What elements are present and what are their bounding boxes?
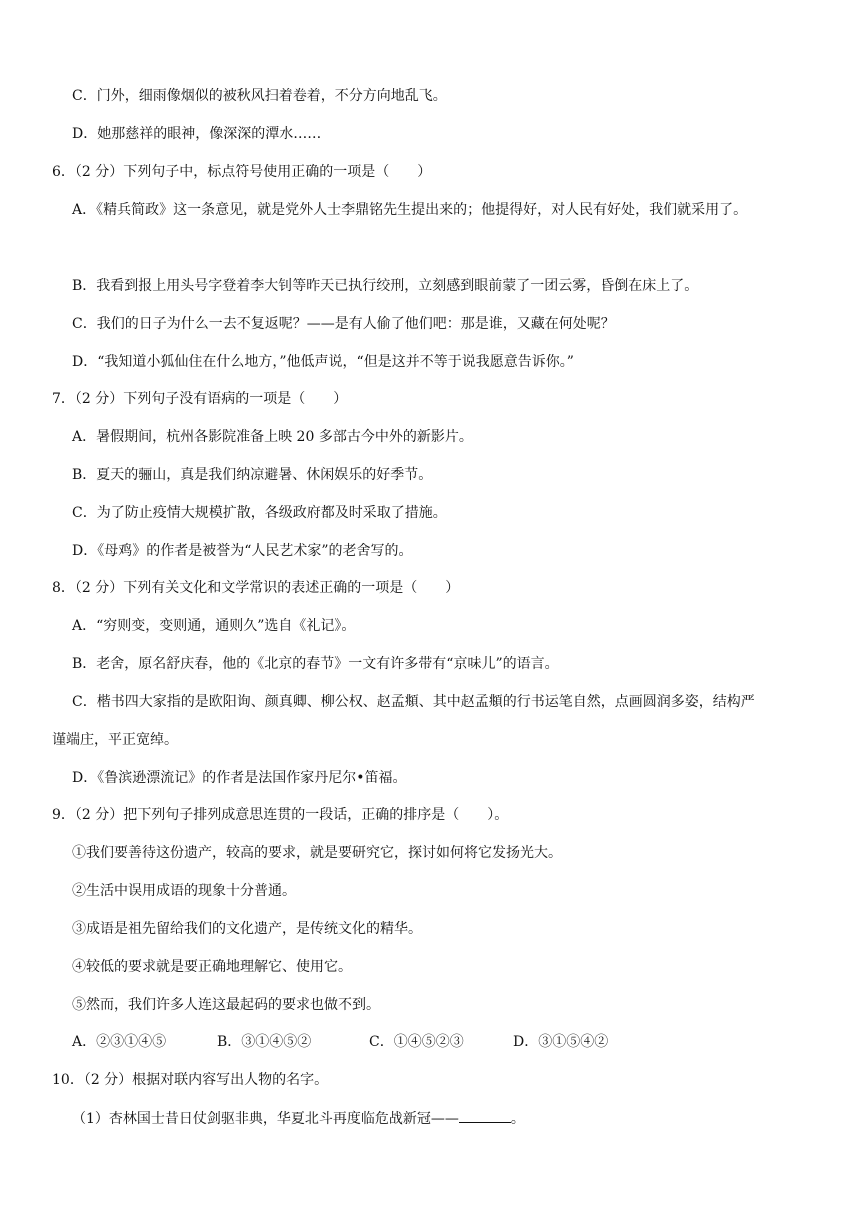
question-6-stem: 6．（2 分）下列句子中，标点符号使用正确的一项是（ ） bbox=[52, 164, 432, 180]
q9-sentence-2: ②生活中误用成语的现象十分普通。 bbox=[72, 883, 296, 899]
q8-option-c-line2: 谨端庄，平正宽绰。 bbox=[52, 732, 178, 748]
q6-option-b: B．我看到报上用头号字登着李大钊等昨天已执行绞刑，立刻感到眼前蒙了一团云雾，昏倒在床上了。 bbox=[72, 278, 699, 294]
q9-option-b: B．③①④⑤② bbox=[217, 1034, 312, 1050]
question-7-stem: 7．（2 分）下列句子没有语病的一项是（ ） bbox=[52, 391, 348, 407]
q9-sentence-4: ④较低的要求就是要正确地理解它、使用它。 bbox=[72, 959, 352, 975]
q7-option-d: D．《母鸡》的作者是被誉为“人民艺术家”的老舍写的。 bbox=[72, 543, 413, 559]
q7-option-b: B．夏天的骊山，真是我们纳凉避暑、休闲娱乐的好季节。 bbox=[72, 467, 433, 483]
q9-sentence-3: ③成语是祖先留给我们的文化遗产，是传统文化的精华。 bbox=[72, 921, 422, 937]
q5-option-c: C．门外，细雨像烟似的被秋风扫着卷着，不分方向地乱飞。 bbox=[72, 88, 447, 104]
q10-item-1-text: （1）杏林国士昔日仗剑驱非典，华夏北斗再度临危战新冠—— bbox=[72, 1111, 459, 1127]
question-10-stem: 10．（2 分）根据对联内容写出人物的名字。 bbox=[52, 1072, 329, 1088]
q8-option-d: D．《鲁滨逊漂流记》的作者是法国作家丹尼尔•笛福。 bbox=[72, 770, 407, 786]
answer-blank[interactable] bbox=[459, 1108, 511, 1123]
q9-option-a: A．②③①④⑤ bbox=[72, 1034, 167, 1050]
q9-sentence-1: ①我们要善待这份遗产，较高的要求，就是要研究它，探讨如何将它发扬光大。 bbox=[72, 845, 562, 861]
q10-item-1-end: 。 bbox=[510, 1111, 525, 1127]
q9-option-d: D．③①⑤④② bbox=[513, 1034, 609, 1050]
q9-option-c: C．①④⑤②③ bbox=[369, 1034, 464, 1050]
q7-option-a: A．暑假期间，杭州各影院准备上映 20 多部古今中外的新影片。 bbox=[72, 429, 473, 445]
q8-option-a: A．“穷则变，变则通，通则久”选自《礼记》。 bbox=[72, 618, 356, 634]
q10-item-1 bbox=[72, 1108, 525, 1129]
question-9-stem: 9．（2 分）把下列句子排列成意思连贯的一段话，正确的排序是（ ）。 bbox=[52, 807, 509, 823]
question-8-stem: 8．（2 分）下列有关文化和文学常识的表述正确的一项是（ ） bbox=[52, 580, 460, 596]
q5-option-d: D．她那慈祥的眼神，像深深的潭水…… bbox=[72, 126, 322, 142]
q6-option-d: D．“我知道小狐仙住在什么地方，”他低声说，“但是这并不等于说我愿意告诉你。” bbox=[72, 354, 574, 370]
q9-sentence-5: ⑤然而，我们许多人连这最起码的要求也做不到。 bbox=[72, 997, 380, 1013]
q6-option-a: A．《精兵简政》这一条意见，就是党外人士李鼎铭先生提出来的；他提得好，对人民有好处，我们就采用了。 bbox=[72, 202, 748, 218]
q6-option-c: C．我们的日子为什么一去不复返呢？——是有人偷了他们吧：那是谁，又藏在何处呢？ bbox=[72, 316, 615, 332]
q8-option-b: B．老舍，原名舒庆春，他的《北京的春节》一文有许多带有“京味儿”的语言。 bbox=[72, 656, 559, 672]
q7-option-c: C．为了防止疫情大规模扩散，各级政府都及时采取了措施。 bbox=[72, 505, 447, 521]
q8-option-c-line1: C．楷书四大家指的是欧阳询、颜真卿、柳公权、赵孟頫、其中赵孟頫的行书运笔自然，点画圆润多姿，结构严 bbox=[72, 694, 755, 710]
